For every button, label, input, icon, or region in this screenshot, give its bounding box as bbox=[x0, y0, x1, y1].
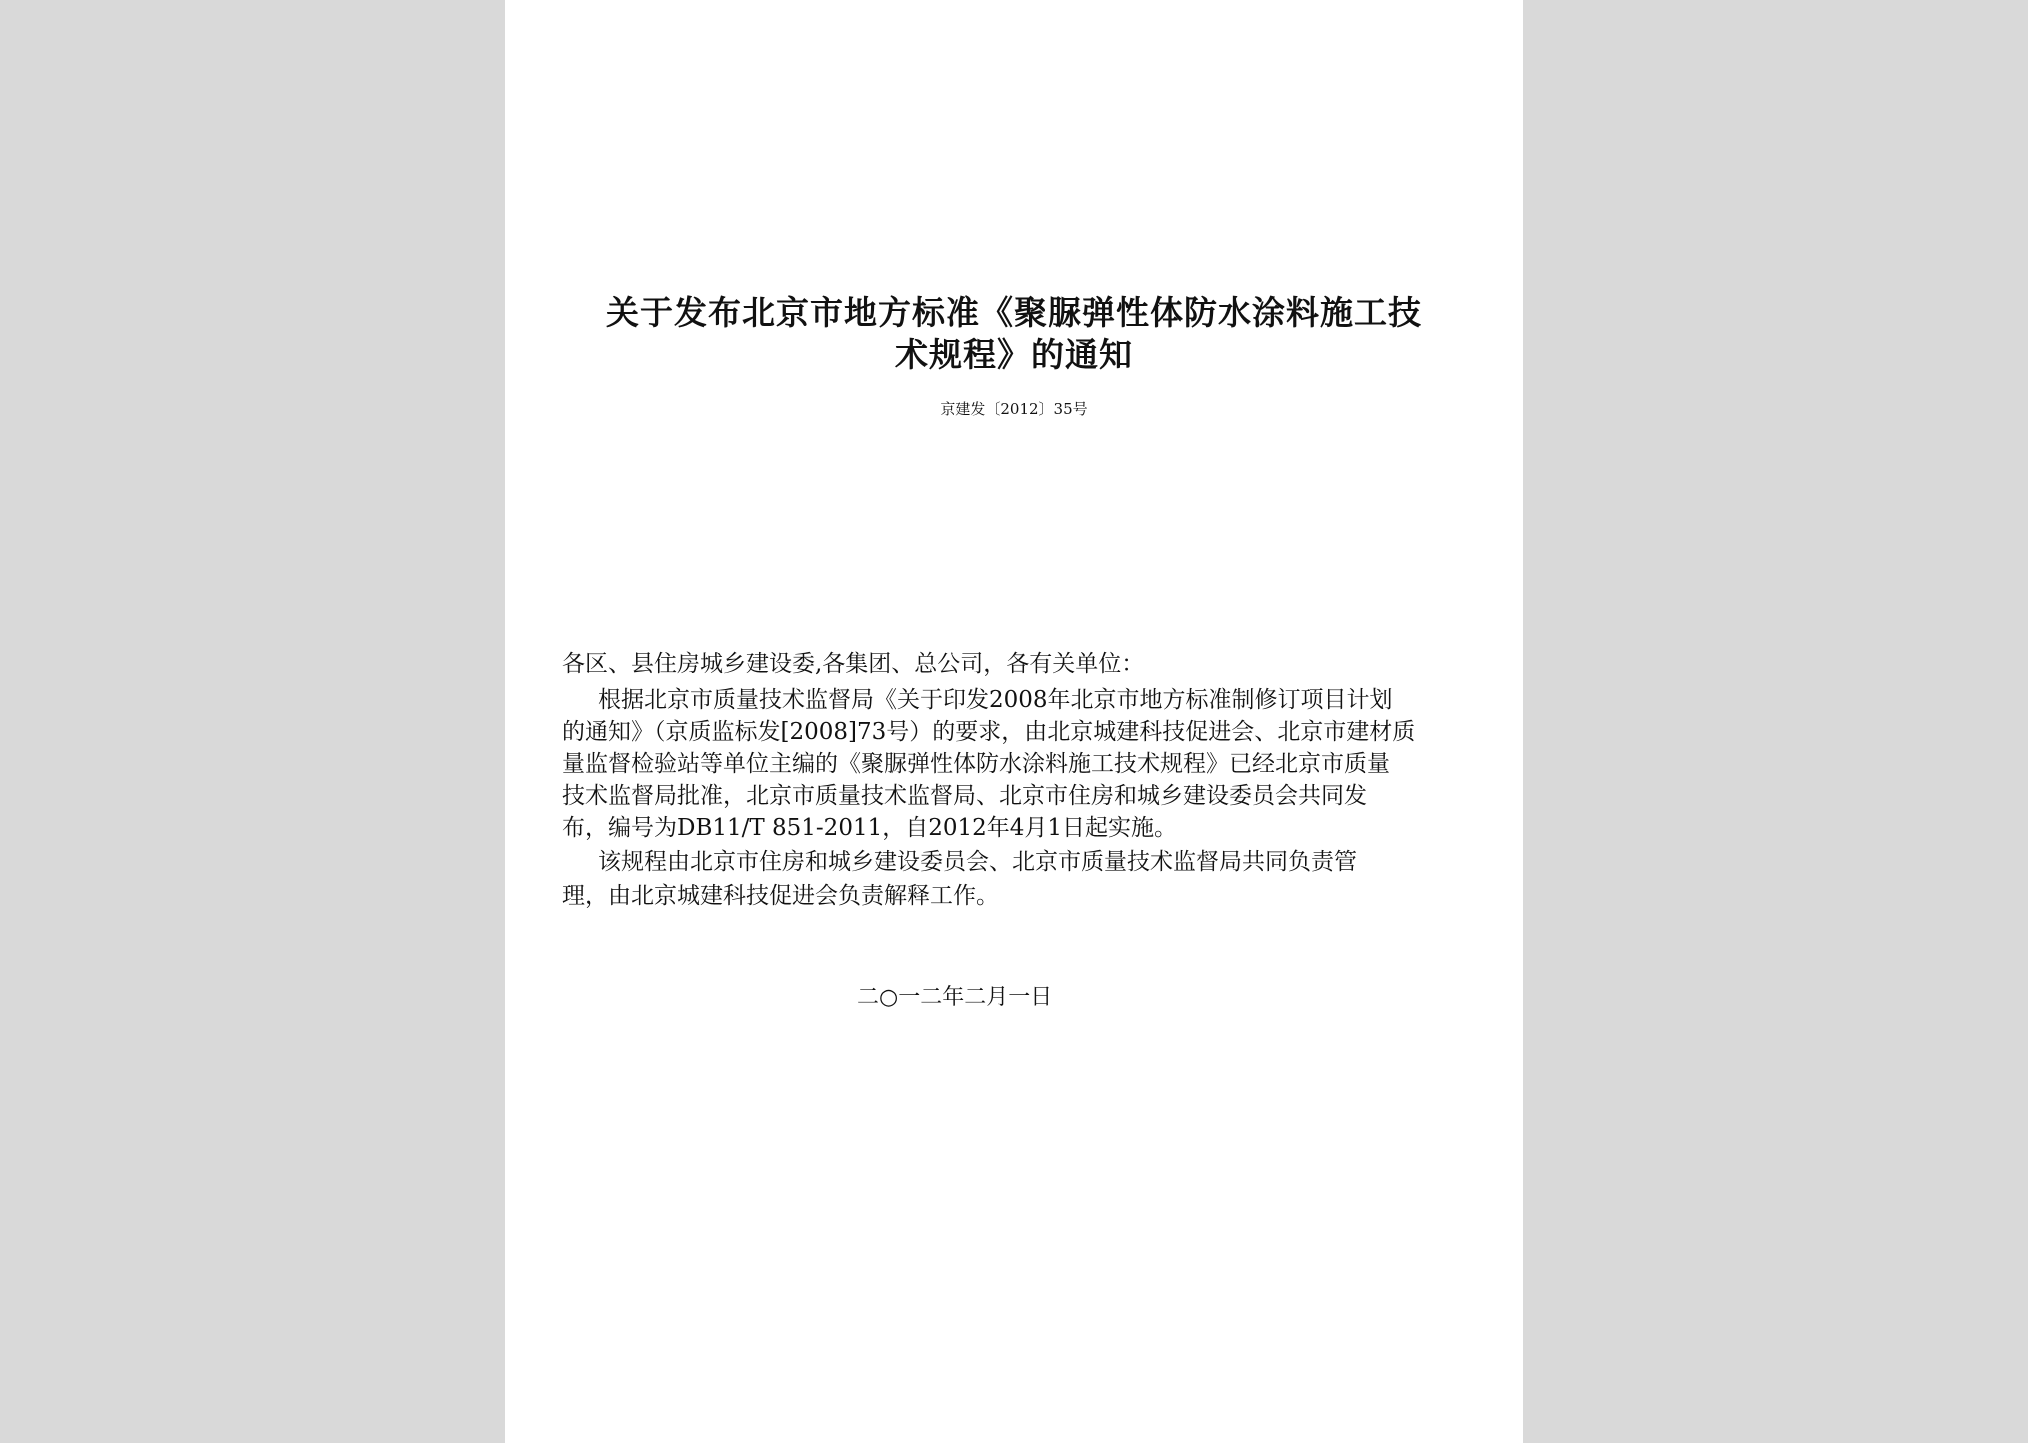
body-line-1: 根据北京市质量技术监督局《关于印发2008年北京市地方标准制修订项目计划 bbox=[598, 687, 1393, 713]
body-line-2: 的通知》（京质监标发[2008]73号）的要求，由北京城建科技促进会、北京市建材质 bbox=[562, 719, 1416, 745]
body-line-3: 量监督检验站等单位主编的《聚脲弹性体防水涂料施工技术规程》已经北京市质量 bbox=[562, 751, 1390, 777]
body-line-7: 理，由北京城建科技促进会负责解释工作。 bbox=[562, 883, 999, 909]
body-line-5: 布，编号为DB11/T 851-2011，自2012年4月1日起实施。 bbox=[562, 815, 1178, 841]
document-page bbox=[505, 0, 1523, 1443]
document-number: 京建发〔2012〕35号 bbox=[940, 400, 1088, 418]
document-title-line-1: 关于发布北京市地方标准《聚脲弹性体防水涂料施工技 bbox=[606, 293, 1422, 332]
body-line-6: 该规程由北京市住房和城乡建设委员会、北京市质量技术监督局共同负责管 bbox=[598, 849, 1357, 875]
addressee-line: 各区、县住房城乡建设委,各集团、总公司，各有关单位： bbox=[562, 651, 1145, 677]
document-date: 二○一二年二月一日 bbox=[857, 985, 1053, 1010]
document-title-line-2: 术规程》的通知 bbox=[895, 335, 1133, 374]
body-line-4: 技术监督局批准，北京市质量技术监督局、北京市住房和城乡建设委员会共同发 bbox=[562, 783, 1367, 809]
